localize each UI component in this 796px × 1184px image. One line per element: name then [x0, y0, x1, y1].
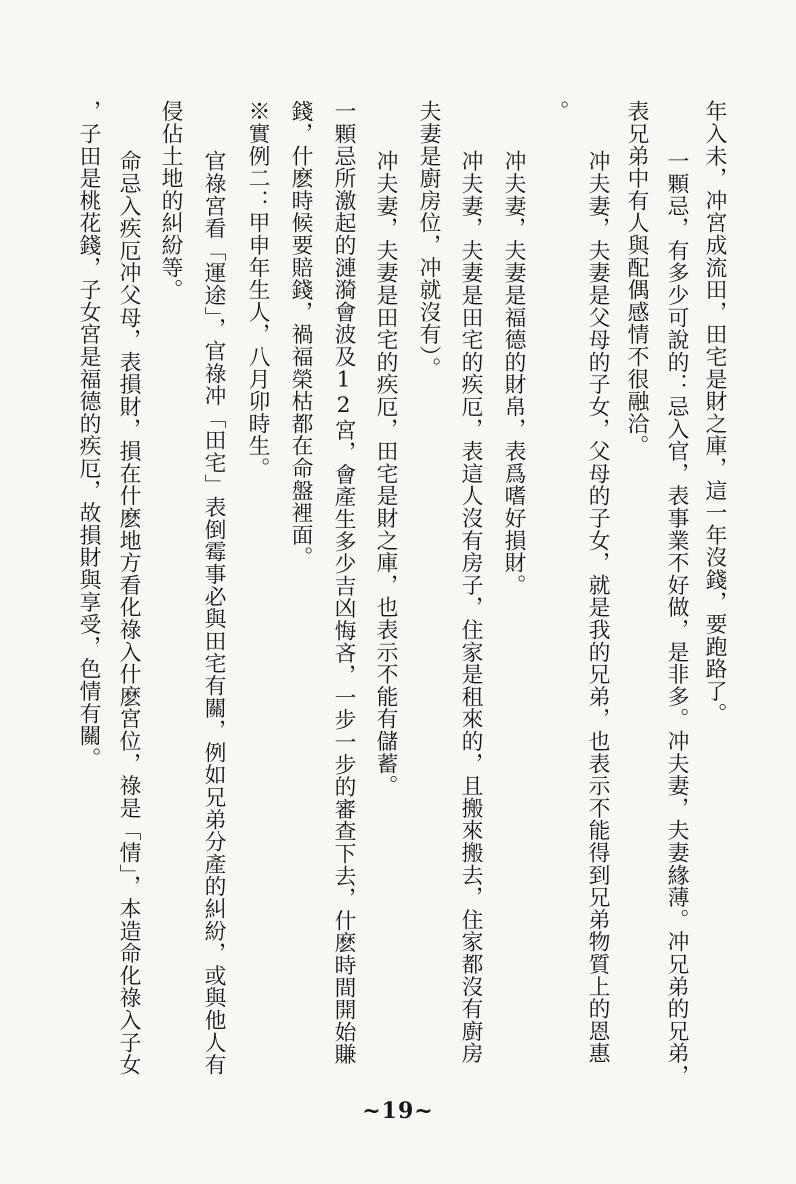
text-column-11: 錢，什麽時候要賠錢，禍福榮枯都在命盤裡面。	[288, 100, 313, 569]
text-column-13: 官祿宮看「運途」，官祿冲「田宅」表倒霉事必與田宅有關，例如兄弟分產的糾紛，或與他人有	[201, 150, 226, 1076]
text-column-5: 。	[544, 100, 569, 123]
text-column-2: 一顆忌，有多少可說的：忌入官，表事業不好做，是非多。冲夫妻，夫妻緣薄。冲兄弟的兄弟，	[664, 150, 689, 1087]
text-column-4: 冲夫妻，夫妻是父母的子女，父母的子女，就是我的兄弟，也表示不能得到兄弟物質上的恩惠	[585, 150, 610, 1065]
text-column-9: 冲夫妻，夫妻是田宅的疾厄，田宅是財之庫，也表示不能有儲蓄。	[373, 150, 398, 797]
text-column-10: 一顆忌所激起的漣漪會波及12宮，會產生多少吉凶悔吝，一步一步的審查下去，什麽時間開始賺	[331, 100, 356, 1066]
text-column-1: 年入未，冲宮成流田，田宅是財之庫，這一年沒錢，要跑路了。	[702, 100, 727, 725]
text-column-7: 冲夫妻，夫妻是田宅的疾厄，表這人沒有房子，住家是租來的，且搬來搬去，住家都沒有廚房	[458, 150, 483, 1065]
page-number: ~19~	[362, 1098, 434, 1124]
text-column-8: 夫妻是廚房位，冲就沒有）。	[416, 100, 441, 379]
text-column-14: 侵佔土地的糾紛等。	[158, 100, 183, 301]
text-column-15: 命忌入疾厄冲父母，表損財，損在什麽地方看化祿入什麽宮位，祿是「情」，本造命化祿入子女	[116, 150, 141, 1076]
text-column-3: 表兄弟中有人與配偶感情不很融洽。	[624, 100, 649, 457]
text-column-16: ，子田是桃花錢，子女宮是福德的疾厄，故損財與享受，色情有關。	[76, 100, 101, 769]
text-column-12: ※實例二：甲申年生人，八月卯時生。	[245, 100, 270, 480]
text-column-6: 冲夫妻，夫妻是福德的財帛，表爲嗜好損財。	[501, 150, 526, 596]
